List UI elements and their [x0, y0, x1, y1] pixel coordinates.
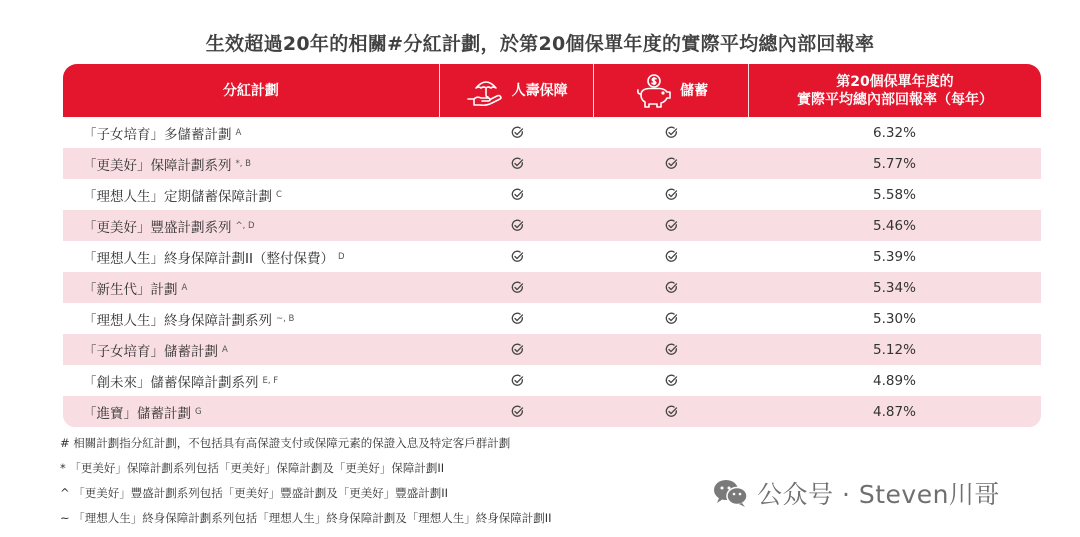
irr-table [63, 64, 1041, 427]
plan-note: A [181, 282, 188, 293]
check-circle-icon [665, 219, 678, 232]
life-check [440, 117, 594, 148]
table-body [63, 117, 1041, 427]
plan-name [63, 179, 440, 210]
footnotes [60, 431, 552, 531]
plan-name-text: 「子女培育」儲蓄計劃 [83, 343, 218, 360]
irr-value: 6.32% [873, 124, 916, 141]
check-circle-icon [665, 343, 678, 356]
plan-note: ~, B [276, 313, 295, 324]
irr-value: 5.58% [873, 186, 916, 203]
plan-name [63, 272, 440, 303]
check-circle-icon [511, 374, 524, 387]
plan-name-text: 「理想人生」終身保障計劃系列 [83, 312, 272, 329]
irr-value: 5.46% [873, 217, 916, 234]
plan-name-text: 「理想人生」終身保障計劃II（整付保費） [83, 250, 334, 267]
life-check [440, 179, 594, 210]
savings-check [594, 303, 748, 334]
check-circle-icon [511, 312, 524, 325]
table-row [63, 210, 1041, 241]
plan-note: *, B [235, 158, 251, 169]
plan-name [63, 365, 440, 396]
check-circle-icon [665, 312, 678, 325]
life-check [440, 148, 594, 179]
footnote-hash: # 相關計劃指分紅計劃，不包括具有高保證支付或保障元素的保證入息及特定客戶群計劃 [60, 436, 511, 450]
header-plan: 分紅計劃 [222, 82, 279, 99]
life-check [440, 272, 594, 303]
footnote-asterisk: * 「更美好」保障計劃系列包括「更美好」保障計劃及「更美好」保障計劃II [60, 461, 445, 475]
plan-name [63, 117, 440, 148]
table-row [63, 148, 1041, 179]
plan-name-text: 「更美好」豐盛計劃系列 [83, 219, 232, 236]
table-row [63, 241, 1041, 272]
life-check [440, 303, 594, 334]
life-check [440, 365, 594, 396]
header-savings-label: 儲蓄 [680, 82, 709, 99]
savings-check [594, 396, 748, 427]
irr-value: 5.39% [873, 248, 916, 265]
header-life [439, 64, 594, 117]
plan-name [63, 334, 440, 365]
plan-note: G [195, 406, 202, 417]
check-circle-icon [665, 405, 678, 418]
savings-check [594, 148, 748, 179]
savings-check [594, 241, 748, 272]
plan-name [63, 303, 440, 334]
wechat-icon [713, 478, 749, 508]
life-check [440, 334, 594, 365]
header-irr-line2: 實際平均總內部回報率（每年） [796, 91, 993, 108]
irr-value: 5.77% [873, 155, 916, 172]
watermark [713, 475, 1000, 511]
plan-name-text: 「新生代」計劃 [83, 281, 178, 298]
irr-value: 5.34% [873, 279, 916, 296]
check-circle-icon [511, 188, 524, 201]
header-savings [593, 64, 748, 117]
check-circle-icon [665, 157, 678, 170]
table-row [63, 117, 1041, 148]
check-circle-icon [511, 157, 524, 170]
plan-note: ^, D [235, 220, 255, 231]
watermark-text: 公众号 · Steven川哥 [757, 480, 1000, 509]
umbrella-hand-icon [466, 74, 506, 108]
table-row [63, 272, 1041, 303]
piggy-bank-icon [634, 73, 674, 109]
table-row [63, 334, 1041, 365]
footnote-caret: ^ 「更美好」豐盛計劃系列包括「更美好」豐盛計劃及「更美好」豐盛計劃II [60, 486, 449, 500]
plan-name-text: 「進寶」儲蓄計劃 [83, 405, 191, 422]
plan-note: A [222, 344, 228, 355]
plan-name [63, 148, 440, 179]
plan-name [63, 241, 440, 272]
life-check [440, 210, 594, 241]
check-circle-icon [511, 405, 524, 418]
check-circle-icon [511, 250, 524, 263]
savings-check [594, 334, 748, 365]
plan-name-text: 「理想人生」定期儲蓄保障計劃 [83, 188, 272, 205]
check-circle-icon [511, 219, 524, 232]
header-life-label: 人壽保障 [511, 82, 568, 99]
life-check [440, 241, 594, 272]
check-circle-icon [665, 374, 678, 387]
table-row [63, 179, 1041, 210]
table-row [63, 303, 1041, 334]
footnote-tilde: ~ 「理想人生」終身保障計劃系列包括「理想人生」終身保障計劃及「理想人生」終身保障計劃II [60, 511, 552, 525]
savings-check [594, 179, 748, 210]
plan-name [63, 396, 440, 427]
savings-check [594, 117, 748, 148]
irr-value: 4.89% [873, 372, 916, 389]
plan-note: A [235, 127, 242, 138]
plan-note: D [337, 251, 345, 262]
plan-name-text: 「更美好」保障計劃系列 [83, 157, 232, 174]
header-irr-line1: 第20個保單年度的 [836, 73, 954, 90]
header-irr [748, 64, 1041, 117]
savings-check [594, 365, 748, 396]
check-circle-icon [511, 126, 524, 139]
plan-name-text: 「創未來」儲蓄保障計劃系列 [83, 374, 259, 391]
table-header [63, 64, 1041, 117]
irr-value: 5.12% [873, 341, 916, 358]
life-check [440, 396, 594, 427]
irr-value: 5.30% [873, 310, 916, 327]
check-circle-icon [665, 188, 678, 201]
plan-note: C [276, 189, 282, 200]
check-circle-icon [511, 281, 524, 294]
plan-name [63, 210, 440, 241]
irr-value: 4.87% [873, 403, 916, 420]
table-row [63, 396, 1041, 427]
check-circle-icon [511, 343, 524, 356]
plan-note: E, F [262, 375, 279, 386]
check-circle-icon [665, 281, 678, 294]
savings-check [594, 272, 748, 303]
table-row [63, 365, 1041, 396]
plan-name-text: 「子女培育」多儲蓄計劃 [83, 126, 232, 143]
check-circle-icon [665, 126, 678, 139]
page-title: 生效超過20年的相關#分紅計劃，於第20個保單年度的實際平均總內部回報率 [205, 33, 875, 55]
savings-check [594, 210, 748, 241]
check-circle-icon [665, 250, 678, 263]
